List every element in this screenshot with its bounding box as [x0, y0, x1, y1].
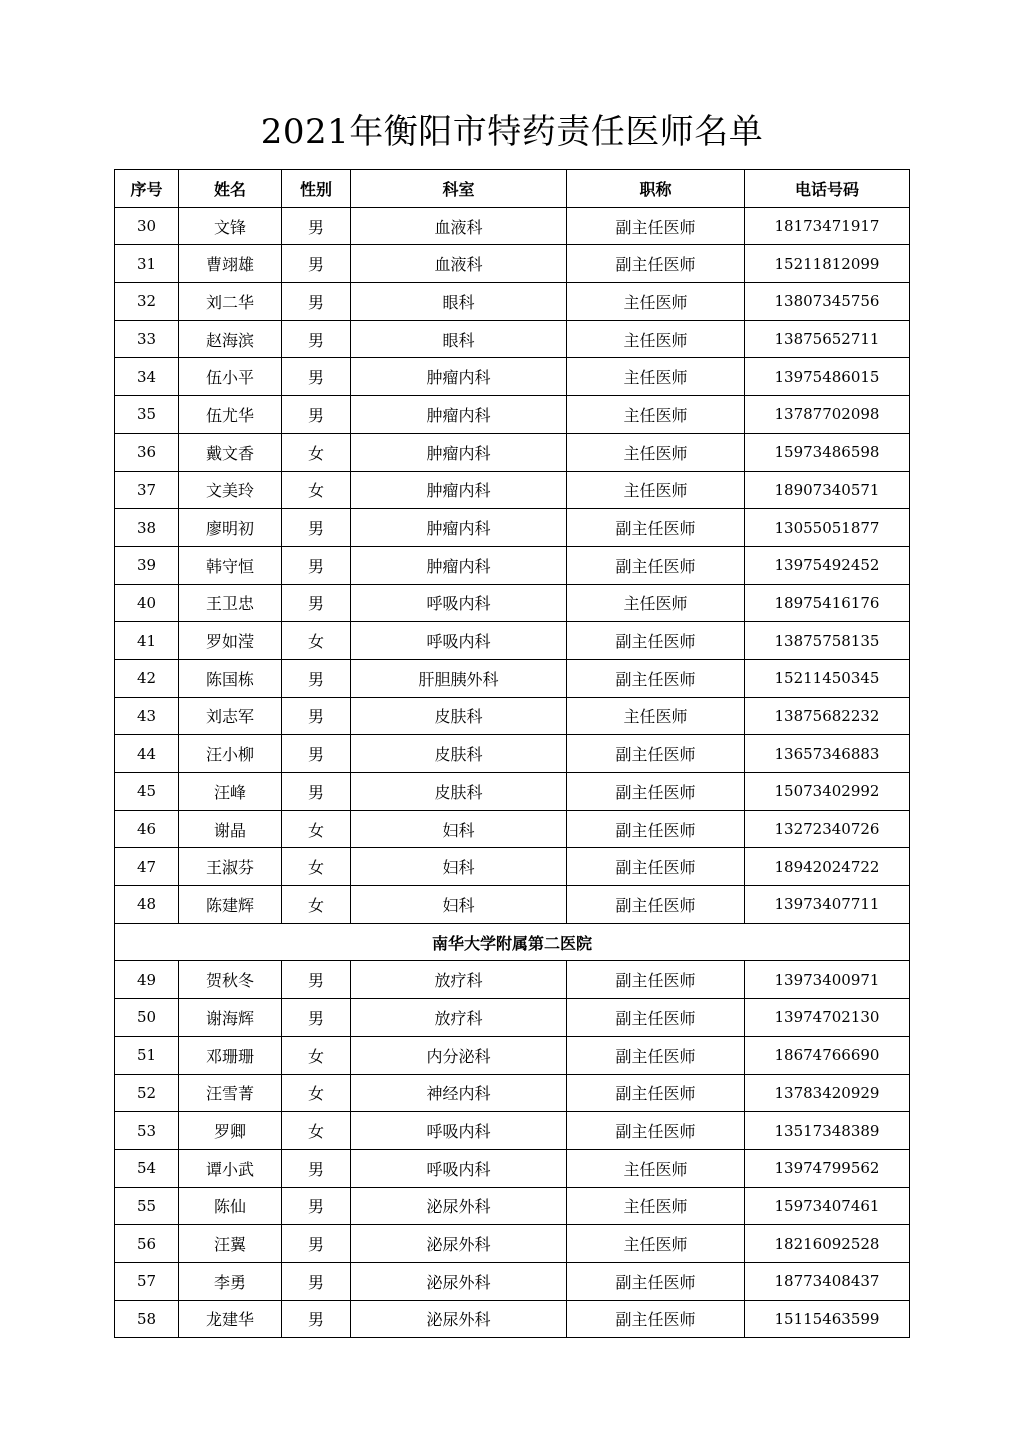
cell-title: 副主任医师	[567, 810, 745, 848]
cell-gender: 男	[282, 320, 351, 358]
cell-name: 谭小武	[179, 1149, 282, 1187]
cell-index: 48	[115, 886, 179, 924]
table-body	[115, 207, 910, 1338]
cell-phone: 13875652711	[745, 320, 910, 358]
table-row	[115, 886, 910, 924]
cell-title: 主任医师	[567, 433, 745, 471]
table-header-row	[115, 170, 910, 208]
cell-title: 副主任医师	[567, 999, 745, 1037]
cell-gender: 女	[282, 848, 351, 886]
cell-title: 副主任医师	[567, 961, 745, 999]
cell-title: 主任医师	[567, 697, 745, 735]
cell-department: 肿瘤内科	[351, 471, 567, 509]
cell-phone: 15973486598	[745, 433, 910, 471]
cell-gender: 男	[282, 358, 351, 396]
table-row	[115, 1300, 910, 1338]
cell-title: 主任医师	[567, 320, 745, 358]
cell-name: 谢晶	[179, 810, 282, 848]
cell-name: 刘志军	[179, 697, 282, 735]
cell-index: 54	[115, 1149, 179, 1187]
cell-phone: 13875682232	[745, 697, 910, 735]
cell-phone: 13973400971	[745, 961, 910, 999]
header-title: 职称	[567, 170, 745, 208]
cell-index: 58	[115, 1300, 179, 1338]
cell-gender: 男	[282, 245, 351, 283]
cell-index: 52	[115, 1074, 179, 1112]
cell-title: 副主任医师	[567, 1262, 745, 1300]
cell-gender: 男	[282, 546, 351, 584]
cell-index: 50	[115, 999, 179, 1037]
cell-phone: 15211450345	[745, 659, 910, 697]
cell-index: 45	[115, 773, 179, 811]
cell-department: 泌尿外科	[351, 1300, 567, 1338]
header-name: 姓名	[179, 170, 282, 208]
cell-name: 王卫忠	[179, 584, 282, 622]
cell-gender: 女	[282, 622, 351, 660]
cell-title: 主任医师	[567, 1187, 745, 1225]
cell-index: 42	[115, 659, 179, 697]
cell-department: 肿瘤内科	[351, 546, 567, 584]
cell-department: 妇科	[351, 810, 567, 848]
cell-index: 46	[115, 810, 179, 848]
cell-index: 36	[115, 433, 179, 471]
cell-gender: 女	[282, 1036, 351, 1074]
table-row	[115, 1149, 910, 1187]
cell-department: 神经内科	[351, 1074, 567, 1112]
cell-title: 主任医师	[567, 396, 745, 434]
cell-index: 39	[115, 546, 179, 584]
cell-gender: 男	[282, 283, 351, 321]
cell-index: 41	[115, 622, 179, 660]
cell-department: 妇科	[351, 848, 567, 886]
cell-gender: 女	[282, 1074, 351, 1112]
table-row	[115, 245, 910, 283]
cell-name: 罗如滢	[179, 622, 282, 660]
cell-name: 龙建华	[179, 1300, 282, 1338]
table-row	[115, 773, 910, 811]
cell-name: 伍尤华	[179, 396, 282, 434]
cell-index: 53	[115, 1112, 179, 1150]
cell-phone: 13055051877	[745, 509, 910, 547]
cell-title: 副主任医师	[567, 1300, 745, 1338]
cell-phone: 13787702098	[745, 396, 910, 434]
cell-phone: 13975492452	[745, 546, 910, 584]
table-row	[115, 999, 910, 1037]
cell-gender: 男	[282, 1300, 351, 1338]
cell-phone: 18216092528	[745, 1225, 910, 1263]
cell-phone: 18773408437	[745, 1262, 910, 1300]
cell-name: 汪小柳	[179, 735, 282, 773]
cell-title: 副主任医师	[567, 622, 745, 660]
table-row	[115, 358, 910, 396]
cell-gender: 男	[282, 1149, 351, 1187]
cell-title: 副主任医师	[567, 735, 745, 773]
cell-index: 56	[115, 1225, 179, 1263]
cell-name: 廖明初	[179, 509, 282, 547]
cell-gender: 男	[282, 697, 351, 735]
cell-phone: 15973407461	[745, 1187, 910, 1225]
cell-title: 副主任医师	[567, 1036, 745, 1074]
cell-department: 呼吸内科	[351, 1149, 567, 1187]
cell-title: 副主任医师	[567, 207, 745, 245]
cell-gender: 男	[282, 1187, 351, 1225]
cell-phone: 13875758135	[745, 622, 910, 660]
cell-department: 内分泌科	[351, 1036, 567, 1074]
cell-gender: 男	[282, 396, 351, 434]
table-row	[115, 659, 910, 697]
cell-department: 呼吸内科	[351, 622, 567, 660]
table-row	[115, 1262, 910, 1300]
cell-department: 妇科	[351, 886, 567, 924]
cell-title: 副主任医师	[567, 886, 745, 924]
table-row	[115, 1036, 910, 1074]
page-title: 2021年衡阳市特药责任医师名单	[260, 112, 764, 152]
table-row	[115, 1225, 910, 1263]
cell-title: 主任医师	[567, 283, 745, 321]
cell-index: 49	[115, 961, 179, 999]
cell-name: 曹翊雄	[179, 245, 282, 283]
cell-gender: 女	[282, 433, 351, 471]
header-index: 序号	[115, 170, 179, 208]
cell-title: 副主任医师	[567, 848, 745, 886]
cell-department: 呼吸内科	[351, 1112, 567, 1150]
cell-phone: 13657346883	[745, 735, 910, 773]
cell-name: 谢海辉	[179, 999, 282, 1037]
cell-gender: 男	[282, 961, 351, 999]
table-row	[115, 471, 910, 509]
cell-phone: 13974799562	[745, 1149, 910, 1187]
cell-department: 肿瘤内科	[351, 358, 567, 396]
cell-gender: 男	[282, 207, 351, 245]
cell-department: 呼吸内科	[351, 584, 567, 622]
cell-name: 伍小平	[179, 358, 282, 396]
cell-phone: 13517348389	[745, 1112, 910, 1150]
cell-index: 34	[115, 358, 179, 396]
cell-title: 副主任医师	[567, 659, 745, 697]
cell-name: 王淑芬	[179, 848, 282, 886]
cell-department: 泌尿外科	[351, 1262, 567, 1300]
cell-gender: 男	[282, 1225, 351, 1263]
cell-index: 47	[115, 848, 179, 886]
cell-phone: 18907340571	[745, 471, 910, 509]
cell-department: 皮肤科	[351, 697, 567, 735]
cell-name: 陈仙	[179, 1187, 282, 1225]
cell-department: 眼科	[351, 283, 567, 321]
cell-name: 文锋	[179, 207, 282, 245]
cell-phone: 13783420929	[745, 1074, 910, 1112]
doctor-roster-table	[114, 169, 910, 1338]
cell-department: 血液科	[351, 245, 567, 283]
table-row	[115, 396, 910, 434]
cell-department: 泌尿外科	[351, 1225, 567, 1263]
cell-phone: 13807345756	[745, 283, 910, 321]
header-department: 科室	[351, 170, 567, 208]
cell-title: 主任医师	[567, 471, 745, 509]
header-phone: 电话号码	[745, 170, 910, 208]
cell-gender: 女	[282, 886, 351, 924]
table-row	[115, 584, 910, 622]
table-row	[115, 961, 910, 999]
table-row	[115, 735, 910, 773]
header-gender: 性别	[282, 170, 351, 208]
cell-name: 汪峰	[179, 773, 282, 811]
cell-department: 眼科	[351, 320, 567, 358]
cell-title: 副主任医师	[567, 1074, 745, 1112]
cell-title: 主任医师	[567, 1149, 745, 1187]
cell-phone: 18173471917	[745, 207, 910, 245]
cell-gender: 男	[282, 773, 351, 811]
cell-name: 韩守恒	[179, 546, 282, 584]
cell-department: 血液科	[351, 207, 567, 245]
section-heading: 南华大学附属第二医院	[115, 923, 910, 961]
cell-phone: 13973407711	[745, 886, 910, 924]
cell-title: 主任医师	[567, 584, 745, 622]
cell-index: 37	[115, 471, 179, 509]
cell-gender: 男	[282, 1262, 351, 1300]
cell-department: 放疗科	[351, 999, 567, 1037]
cell-title: 主任医师	[567, 1225, 745, 1263]
cell-index: 55	[115, 1187, 179, 1225]
cell-gender: 男	[282, 735, 351, 773]
table-row	[115, 320, 910, 358]
cell-gender: 男	[282, 509, 351, 547]
cell-name: 邓珊珊	[179, 1036, 282, 1074]
cell-gender: 男	[282, 659, 351, 697]
cell-name: 罗卿	[179, 1112, 282, 1150]
table-row	[115, 697, 910, 735]
cell-department: 泌尿外科	[351, 1187, 567, 1225]
cell-name: 贺秋冬	[179, 961, 282, 999]
cell-department: 肝胆胰外科	[351, 659, 567, 697]
table-row	[115, 546, 910, 584]
cell-index: 30	[115, 207, 179, 245]
section-row	[115, 923, 910, 961]
cell-phone: 13272340726	[745, 810, 910, 848]
cell-name: 戴文香	[179, 433, 282, 471]
cell-gender: 女	[282, 810, 351, 848]
cell-phone: 15211812099	[745, 245, 910, 283]
cell-name: 赵海滨	[179, 320, 282, 358]
table-row	[115, 1074, 910, 1112]
cell-department: 放疗科	[351, 961, 567, 999]
cell-department: 肿瘤内科	[351, 396, 567, 434]
table-row	[115, 509, 910, 547]
cell-department: 皮肤科	[351, 735, 567, 773]
cell-department: 肿瘤内科	[351, 509, 567, 547]
cell-index: 38	[115, 509, 179, 547]
table-row	[115, 1112, 910, 1150]
cell-index: 33	[115, 320, 179, 358]
cell-department: 皮肤科	[351, 773, 567, 811]
cell-title: 副主任医师	[567, 773, 745, 811]
table-row	[115, 848, 910, 886]
cell-phone: 15115463599	[745, 1300, 910, 1338]
table-row	[115, 810, 910, 848]
cell-title: 副主任医师	[567, 509, 745, 547]
cell-index: 51	[115, 1036, 179, 1074]
cell-gender: 女	[282, 471, 351, 509]
cell-phone: 13974702130	[745, 999, 910, 1037]
cell-index: 35	[115, 396, 179, 434]
cell-index: 44	[115, 735, 179, 773]
cell-index: 40	[115, 584, 179, 622]
cell-name: 刘二华	[179, 283, 282, 321]
cell-department: 肿瘤内科	[351, 433, 567, 471]
cell-name: 陈国栋	[179, 659, 282, 697]
cell-title: 副主任医师	[567, 245, 745, 283]
table-row	[115, 1187, 910, 1225]
cell-gender: 男	[282, 999, 351, 1037]
cell-phone: 18942024722	[745, 848, 910, 886]
cell-title: 主任医师	[567, 358, 745, 396]
cell-title: 副主任医师	[567, 1112, 745, 1150]
table-row	[115, 622, 910, 660]
cell-phone: 13975486015	[745, 358, 910, 396]
table-row	[115, 283, 910, 321]
cell-phone: 15073402992	[745, 773, 910, 811]
cell-index: 31	[115, 245, 179, 283]
cell-gender: 男	[282, 584, 351, 622]
cell-phone: 18674766690	[745, 1036, 910, 1074]
cell-title: 副主任医师	[567, 546, 745, 584]
cell-name: 文美玲	[179, 471, 282, 509]
cell-name: 陈建辉	[179, 886, 282, 924]
cell-index: 32	[115, 283, 179, 321]
cell-gender: 女	[282, 1112, 351, 1150]
cell-index: 43	[115, 697, 179, 735]
cell-index: 57	[115, 1262, 179, 1300]
cell-phone: 18975416176	[745, 584, 910, 622]
cell-name: 李勇	[179, 1262, 282, 1300]
table-row	[115, 433, 910, 471]
cell-name: 汪雪菁	[179, 1074, 282, 1112]
cell-name: 汪翼	[179, 1225, 282, 1263]
table-row	[115, 207, 910, 245]
